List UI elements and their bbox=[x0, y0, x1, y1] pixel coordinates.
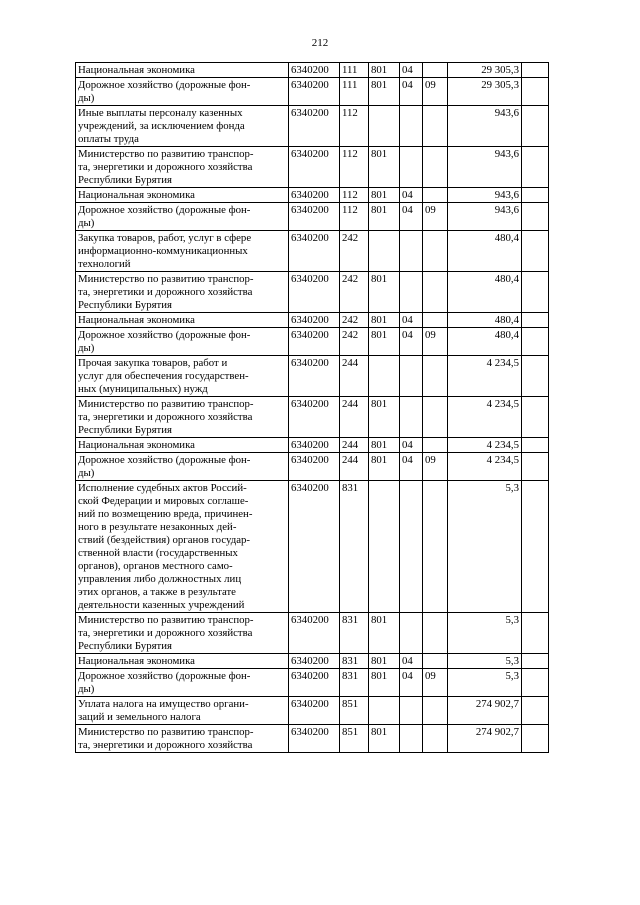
target-article-cell: 6340200 bbox=[289, 453, 340, 481]
empty-cell bbox=[522, 613, 549, 654]
subsection-cell bbox=[423, 188, 448, 203]
section-cell: 04 bbox=[400, 328, 423, 356]
item-name-line: Республики Бурятия bbox=[78, 299, 173, 311]
item-name-line: Национальная экономика bbox=[78, 64, 195, 76]
page-number: 212 bbox=[311, 37, 329, 49]
target-article-cell: 6340200 bbox=[289, 697, 340, 725]
subsection-cell bbox=[423, 397, 448, 438]
expense-type-cell: 112 bbox=[340, 147, 369, 188]
item-name-line: та, энергетики и дорожного хозяйства bbox=[78, 739, 253, 751]
expense-type-cell: 242 bbox=[340, 313, 369, 328]
item-name-line: Национальная экономика bbox=[78, 314, 195, 326]
subsection-cell: 09 bbox=[423, 203, 448, 231]
target-article-cell: 6340200 bbox=[289, 438, 340, 453]
target-article-cell: 6340200 bbox=[289, 328, 340, 356]
item-name-cell bbox=[76, 203, 289, 231]
section-cell bbox=[400, 106, 423, 147]
item-name-cell bbox=[76, 188, 289, 203]
empty-cell bbox=[522, 654, 549, 669]
item-name-line: этих органов, а также в результате bbox=[78, 586, 236, 598]
item-name-line: Министерство по развитию транспор- bbox=[78, 398, 254, 410]
table-row bbox=[76, 272, 549, 313]
empty-cell bbox=[522, 63, 549, 78]
budget-table bbox=[75, 62, 549, 753]
expense-type-cell: 112 bbox=[340, 203, 369, 231]
expense-type-cell: 242 bbox=[340, 272, 369, 313]
item-name-cell bbox=[76, 231, 289, 272]
section-cell bbox=[400, 397, 423, 438]
item-name-line: Дорожное хозяйство (дорожные фон- bbox=[78, 329, 251, 341]
empty-cell bbox=[522, 453, 549, 481]
expense-type-cell: 831 bbox=[340, 654, 369, 669]
amount-cell: 4 234,5 bbox=[448, 356, 522, 397]
subsection-cell bbox=[423, 313, 448, 328]
ministry-code-cell bbox=[369, 697, 400, 725]
table-row bbox=[76, 231, 549, 272]
subsection-cell bbox=[423, 697, 448, 725]
table-row bbox=[76, 106, 549, 147]
subsection-cell bbox=[423, 725, 448, 753]
table-row bbox=[76, 78, 549, 106]
section-cell: 04 bbox=[400, 669, 423, 697]
item-name-line: Дорожное хозяйство (дорожные фон- bbox=[78, 454, 251, 466]
amount-cell: 5,3 bbox=[448, 613, 522, 654]
subsection-cell bbox=[423, 106, 448, 147]
section-cell bbox=[400, 481, 423, 613]
item-name-cell bbox=[76, 106, 289, 147]
amount-cell: 5,3 bbox=[448, 481, 522, 613]
item-name-line: Республики Бурятия bbox=[78, 424, 173, 436]
empty-cell bbox=[522, 669, 549, 697]
subsection-cell bbox=[423, 356, 448, 397]
subsection-cell bbox=[423, 438, 448, 453]
section-cell bbox=[400, 356, 423, 397]
expense-type-cell: 111 bbox=[340, 78, 369, 106]
subsection-cell bbox=[423, 272, 448, 313]
section-cell: 04 bbox=[400, 78, 423, 106]
table-row bbox=[76, 453, 549, 481]
item-name-line: Министерство по развитию транспор- bbox=[78, 273, 254, 285]
target-article-cell: 6340200 bbox=[289, 481, 340, 613]
empty-cell bbox=[522, 356, 549, 397]
item-name-cell bbox=[76, 669, 289, 697]
expense-type-cell: 851 bbox=[340, 697, 369, 725]
table-row bbox=[76, 188, 549, 203]
target-article-cell: 6340200 bbox=[289, 725, 340, 753]
item-name-line: та, энергетики и дорожного хозяйства bbox=[78, 161, 253, 173]
ministry-code-cell: 801 bbox=[369, 438, 400, 453]
item-name-line: та, энергетики и дорожного хозяйства bbox=[78, 411, 253, 423]
ministry-code-cell bbox=[369, 356, 400, 397]
amount-cell: 5,3 bbox=[448, 669, 522, 697]
empty-cell bbox=[522, 438, 549, 453]
expense-type-cell: 831 bbox=[340, 481, 369, 613]
item-name-line: Дорожное хозяйство (дорожные фон- bbox=[78, 670, 251, 682]
section-cell bbox=[400, 231, 423, 272]
item-name-line: Дорожное хозяйство (дорожные фон- bbox=[78, 79, 251, 91]
item-name-cell bbox=[76, 147, 289, 188]
item-name-cell bbox=[76, 328, 289, 356]
item-name-line: технологий bbox=[78, 258, 131, 270]
item-name-cell bbox=[76, 481, 289, 613]
empty-cell bbox=[522, 231, 549, 272]
item-name-line: Министерство по развитию транспор- bbox=[78, 614, 254, 626]
expense-type-cell: 244 bbox=[340, 438, 369, 453]
table-row bbox=[76, 313, 549, 328]
ministry-code-cell: 801 bbox=[369, 669, 400, 697]
section-cell: 04 bbox=[400, 203, 423, 231]
item-name-cell bbox=[76, 63, 289, 78]
table-row bbox=[76, 63, 549, 78]
expense-type-cell: 851 bbox=[340, 725, 369, 753]
item-name-line: та, энергетики и дорожного хозяйства bbox=[78, 286, 253, 298]
table-row bbox=[76, 438, 549, 453]
section-cell bbox=[400, 613, 423, 654]
empty-cell bbox=[522, 697, 549, 725]
ministry-code-cell: 801 bbox=[369, 272, 400, 313]
ministry-code-cell: 801 bbox=[369, 63, 400, 78]
item-name-line: Иные выплаты персоналу казенных bbox=[78, 107, 243, 119]
target-article-cell: 6340200 bbox=[289, 397, 340, 438]
amount-cell: 29 305,3 bbox=[448, 63, 522, 78]
item-name-line: Национальная экономика bbox=[78, 439, 195, 451]
ministry-code-cell: 801 bbox=[369, 613, 400, 654]
item-name-line: информационно-коммуникационных bbox=[78, 245, 248, 257]
ministry-code-cell bbox=[369, 106, 400, 147]
item-name-line: ды) bbox=[78, 92, 95, 104]
amount-cell: 274 902,7 bbox=[448, 697, 522, 725]
empty-cell bbox=[522, 147, 549, 188]
target-article-cell: 6340200 bbox=[289, 78, 340, 106]
item-name-line: оплаты труда bbox=[78, 133, 139, 145]
amount-cell: 274 902,7 bbox=[448, 725, 522, 753]
table-row bbox=[76, 328, 549, 356]
expense-type-cell: 244 bbox=[340, 356, 369, 397]
item-name-cell bbox=[76, 397, 289, 438]
amount-cell: 480,4 bbox=[448, 231, 522, 272]
subsection-cell bbox=[423, 147, 448, 188]
ministry-code-cell: 801 bbox=[369, 188, 400, 203]
expense-type-cell: 831 bbox=[340, 613, 369, 654]
empty-cell bbox=[522, 203, 549, 231]
expense-type-cell: 242 bbox=[340, 328, 369, 356]
ministry-code-cell bbox=[369, 231, 400, 272]
table-row bbox=[76, 697, 549, 725]
item-name-cell bbox=[76, 453, 289, 481]
item-name-line: Министерство по развитию транспор- bbox=[78, 148, 254, 160]
budget-table-body bbox=[76, 63, 549, 753]
item-name-cell bbox=[76, 654, 289, 669]
section-cell bbox=[400, 697, 423, 725]
item-name-line: ного в результате незаконных дей- bbox=[78, 521, 237, 533]
amount-cell: 943,6 bbox=[448, 203, 522, 231]
table-row bbox=[76, 203, 549, 231]
item-name-cell bbox=[76, 313, 289, 328]
table-row bbox=[76, 725, 549, 753]
subsection-cell bbox=[423, 63, 448, 78]
item-name-line: Уплата налога на имущество органи- bbox=[78, 698, 249, 710]
amount-cell: 5,3 bbox=[448, 654, 522, 669]
expense-type-cell: 244 bbox=[340, 397, 369, 438]
amount-cell: 943,6 bbox=[448, 106, 522, 147]
table-row bbox=[76, 356, 549, 397]
expense-type-cell: 111 bbox=[340, 63, 369, 78]
empty-cell bbox=[522, 481, 549, 613]
amount-cell: 4 234,5 bbox=[448, 438, 522, 453]
subsection-cell: 09 bbox=[423, 78, 448, 106]
empty-cell bbox=[522, 272, 549, 313]
item-name-line: Исполнение судебных актов Россий- bbox=[78, 482, 247, 494]
subsection-cell: 09 bbox=[423, 669, 448, 697]
item-name-line: Прочая закупка товаров, работ и bbox=[78, 357, 228, 369]
ministry-code-cell: 801 bbox=[369, 725, 400, 753]
table-row bbox=[76, 397, 549, 438]
amount-cell: 480,4 bbox=[448, 328, 522, 356]
amount-cell: 943,6 bbox=[448, 147, 522, 188]
item-name-cell bbox=[76, 725, 289, 753]
item-name-line: та, энергетики и дорожного хозяйства bbox=[78, 627, 253, 639]
ministry-code-cell: 801 bbox=[369, 313, 400, 328]
item-name-cell bbox=[76, 356, 289, 397]
item-name-line: ды) bbox=[78, 683, 95, 695]
ministry-code-cell bbox=[369, 481, 400, 613]
target-article-cell: 6340200 bbox=[289, 613, 340, 654]
item-name-cell bbox=[76, 697, 289, 725]
table-row bbox=[76, 669, 549, 697]
item-name-line: ской Федерации и мировых соглаше- bbox=[78, 495, 249, 507]
item-name-line: ствий (бездействия) органов государ- bbox=[78, 534, 250, 546]
item-name-line: органов), органов местного само- bbox=[78, 560, 233, 572]
amount-cell: 29 305,3 bbox=[448, 78, 522, 106]
target-article-cell: 6340200 bbox=[289, 356, 340, 397]
target-article-cell: 6340200 bbox=[289, 669, 340, 697]
section-cell bbox=[400, 725, 423, 753]
item-name-line: заций и земельного налога bbox=[78, 711, 201, 723]
item-name-line: ды) bbox=[78, 342, 95, 354]
target-article-cell: 6340200 bbox=[289, 231, 340, 272]
target-article-cell: 6340200 bbox=[289, 106, 340, 147]
section-cell: 04 bbox=[400, 453, 423, 481]
amount-cell: 943,6 bbox=[448, 188, 522, 203]
item-name-cell bbox=[76, 613, 289, 654]
target-article-cell: 6340200 bbox=[289, 147, 340, 188]
item-name-line: Республики Бурятия bbox=[78, 174, 173, 186]
ministry-code-cell: 801 bbox=[369, 397, 400, 438]
ministry-code-cell: 801 bbox=[369, 203, 400, 231]
item-name-line: Министерство по развитию транспор- bbox=[78, 726, 254, 738]
item-name-line: Дорожное хозяйство (дорожные фон- bbox=[78, 204, 251, 216]
expense-type-cell: 112 bbox=[340, 106, 369, 147]
item-name-line: услуг для обеспечения государствен- bbox=[78, 370, 249, 382]
amount-cell: 4 234,5 bbox=[448, 453, 522, 481]
table-row bbox=[76, 147, 549, 188]
item-name-line: ственной власти (государственных bbox=[78, 547, 238, 559]
section-cell: 04 bbox=[400, 438, 423, 453]
section-cell: 04 bbox=[400, 188, 423, 203]
item-name-line: Закупка товаров, работ, услуг в сфере bbox=[78, 232, 252, 244]
empty-cell bbox=[522, 188, 549, 203]
subsection-cell bbox=[423, 481, 448, 613]
section-cell: 04 bbox=[400, 313, 423, 328]
item-name-line: ды) bbox=[78, 467, 95, 479]
item-name-cell bbox=[76, 272, 289, 313]
ministry-code-cell: 801 bbox=[369, 654, 400, 669]
empty-cell bbox=[522, 725, 549, 753]
target-article-cell: 6340200 bbox=[289, 63, 340, 78]
item-name-line: управления либо должностных лиц bbox=[78, 573, 242, 585]
section-cell: 04 bbox=[400, 63, 423, 78]
section-cell bbox=[400, 272, 423, 313]
amount-cell: 480,4 bbox=[448, 272, 522, 313]
item-name-line: ды) bbox=[78, 217, 95, 229]
item-name-line: Республики Бурятия bbox=[78, 640, 173, 652]
target-article-cell: 6340200 bbox=[289, 188, 340, 203]
ministry-code-cell: 801 bbox=[369, 78, 400, 106]
ministry-code-cell: 801 bbox=[369, 328, 400, 356]
expense-type-cell: 244 bbox=[340, 453, 369, 481]
expense-type-cell: 112 bbox=[340, 188, 369, 203]
expense-type-cell: 831 bbox=[340, 669, 369, 697]
section-cell: 04 bbox=[400, 654, 423, 669]
target-article-cell: 6340200 bbox=[289, 272, 340, 313]
subsection-cell bbox=[423, 231, 448, 272]
expense-type-cell: 242 bbox=[340, 231, 369, 272]
item-name-line: ний по возмещению вреда, причинен- bbox=[78, 508, 253, 520]
item-name-line: учреждений, за исключением фонда bbox=[78, 120, 245, 132]
ministry-code-cell: 801 bbox=[369, 453, 400, 481]
empty-cell bbox=[522, 313, 549, 328]
subsection-cell: 09 bbox=[423, 328, 448, 356]
empty-cell bbox=[522, 328, 549, 356]
target-article-cell: 6340200 bbox=[289, 313, 340, 328]
item-name-line: ных (муниципальных) нужд bbox=[78, 383, 208, 395]
empty-cell bbox=[522, 106, 549, 147]
amount-cell: 4 234,5 bbox=[448, 397, 522, 438]
item-name-cell bbox=[76, 438, 289, 453]
item-name-line: Национальная экономика bbox=[78, 189, 195, 201]
subsection-cell: 09 bbox=[423, 453, 448, 481]
subsection-cell bbox=[423, 654, 448, 669]
table-row bbox=[76, 613, 549, 654]
table-row bbox=[76, 481, 549, 613]
ministry-code-cell: 801 bbox=[369, 147, 400, 188]
item-name-line: Национальная экономика bbox=[78, 655, 195, 667]
table-row bbox=[76, 654, 549, 669]
empty-cell bbox=[522, 78, 549, 106]
target-article-cell: 6340200 bbox=[289, 654, 340, 669]
section-cell bbox=[400, 147, 423, 188]
item-name-line: деятельности казенных учреждений bbox=[78, 599, 245, 611]
item-name-cell bbox=[76, 78, 289, 106]
target-article-cell: 6340200 bbox=[289, 203, 340, 231]
subsection-cell bbox=[423, 613, 448, 654]
amount-cell: 480,4 bbox=[448, 313, 522, 328]
empty-cell bbox=[522, 397, 549, 438]
